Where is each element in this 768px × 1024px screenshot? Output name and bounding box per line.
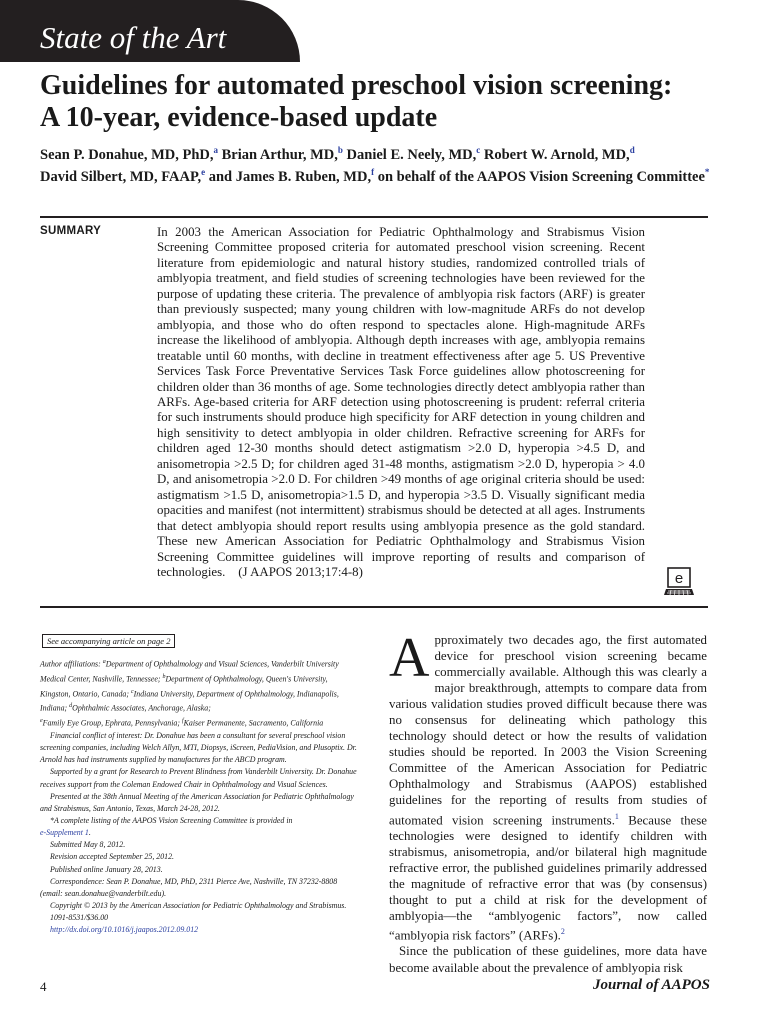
affil-sup: f	[181, 718, 184, 725]
issn: 1091-8531/$36.00	[50, 913, 109, 923]
affil-sup: a	[102, 659, 106, 665]
affiliation-link[interactable]: b	[337, 145, 343, 155]
affil-sup: c	[130, 688, 134, 695]
affil-text: Kaiser Permanente, Sacramento, California	[183, 718, 324, 728]
author-name: Sean P. Donahue, MD, PhD,	[40, 146, 214, 163]
body-text: pproximately two decades ago, the first automated device for preschool vision screening became commercially available. Although this was clearly a major breakthrough, attempts to compare data from various validation studies proved difficult because there was no consensus for delineating which pathology this technology should detect or how the results of validation studies should be reported. In 2003 the Vision Screening Committee of the American Association for Pediatric Ophthalmology and Strabismus (AAPOS) established guidelines for the reporting of results from studies of automated vision screening instruments.	[389, 633, 707, 827]
e-supplement-link[interactable]: e-Supplement 1	[40, 828, 89, 838]
body-paragraph: Since the publication of these guidelines, more data have become available about the prevalence of amblyopia risk	[389, 944, 707, 975]
title-line-2: A 10-year, evidence-based update	[40, 102, 438, 133]
presentation-note: Presented at the 38th Annual Meeting of the American Association for Pediatric Ophthalmology and Strabismus, San Antonio, Texas, March 24-28, 2012.	[40, 791, 354, 813]
author-list	[40, 142, 730, 187]
e-supplement-icon[interactable]	[663, 566, 695, 598]
submitted-date: Submitted May 8, 2012.	[50, 840, 126, 850]
published-date: Published online January 28, 2013.	[50, 864, 163, 874]
listing-text: *A complete listing of the AAPOS Vision Screening Committee is provided in	[50, 816, 293, 825]
summary-body: In 2003 the American Association for Pediatric Ophthalmology and Strabismus Vision Screening Committee proposed criteria for automated preschool vision screening. Recent literature from epidemiologic and natural history studies, randomized controlled trials of amblyopia treatment, and field studies of screening technologies have been reviewed for the purpose of updating these criteria. The prevalence of amblyopia risk factors (ARF) is greater than previously suspected; many young children with low-magnitude ARFs do not develop amblyopia, and those who do often respond to spectacles alone. High-magnitude ARFs increase the likelihood of amblyopia. Although depth increases with age, amblyopia remains treatable until 60 months, with decline in treatment effectiveness after age 5. US Preventive Services Task Force Preventative Services Task Force guidelines allow photoscreening for children older than 36 months of age. Some technologies directly detect amblyopia rather than ARFs. Age-based criteria for ARF detection using photoscreening is prudent: referral criteria for such instruments should produce high specificity for ARF detection in young children and high sensitivity to detect amblyopia in older children. Refractive screening for ARFs for children aged 12-30 months should detect astigmatism >2.0 D, hyperopia >4.5 D, and anisometropia >2.5 D; for children aged 31-48 months, astigmatism >2.0 D, hyperopia > 4.0 D, and anisometropia >2.0 D. For children >49 months of age original criteria should be used: astigmatism >1.5 D, anisometropia>1.5 D, and hyperopia >3.5 D. Visually significant media opacities and manifest (not intermittent) strabismus should be detected at all ages. Instruments that detect amblyopia should report results using amblyopia presence as the gold standard. These new American Association for Pediatric Ophthalmology and Strabismus Vision Screening Committee guidelines will improve reporting of results and comparison of technologies.	[157, 225, 645, 579]
affil-text: Department of Ophthalmology, Queen's University, Kingston, Ontario, Canada;	[40, 674, 328, 699]
svg-text:e: e	[674, 570, 684, 587]
affiliation-link[interactable]: a	[213, 145, 218, 155]
affil-text: Department of Ophthalmology and Visual Sciences, Vanderbilt University Medical Center, Nashville, Tennessee;	[40, 659, 339, 684]
affiliation-link[interactable]: *	[704, 167, 710, 178]
reference-link[interactable]: 2	[560, 927, 565, 937]
title-line-1: Guidelines for automated preschool vision screening:	[40, 70, 673, 101]
author-name: David Silbert, MD, FAAP,	[40, 169, 202, 186]
author-name: Brian Arthur, MD,	[218, 146, 338, 163]
author-affiliations	[40, 656, 358, 730]
affiliation-link[interactable]: d	[629, 145, 635, 155]
correspondence-email-link[interactable]: sean.donahue@vanderbilt.edu	[64, 888, 162, 898]
listing-suffix: .	[88, 828, 91, 838]
page-number: 4	[40, 979, 47, 994]
see-accompanying-article-link[interactable]: See accompanying article on page 2	[42, 634, 175, 648]
affiliations-label: Author affiliations:	[40, 659, 103, 669]
affiliation-link[interactable]: f	[371, 167, 375, 178]
article-body	[389, 627, 707, 976]
affil-text: Ophthalmic Associates, Anchorage, Alaska;	[72, 703, 211, 713]
author-name: Robert W. Arnold, MD,	[480, 146, 630, 163]
divider	[40, 606, 708, 608]
conflict-of-interest: Financial conflict of interest: Dr. Donahue has been a consultant for several preschool vision screening companies, including Welch Allyn, MTI, Diopsys, iScreen, PediaVision, and Plusoptix. Dr. Arnold has had instruments supplied by manufactures for the ABCD program.	[40, 730, 357, 765]
copyright: Copyright © 2013 by the American Association for Pediatric Ophthalmology and Strabismus.	[50, 901, 347, 911]
drop-cap: A	[389, 627, 430, 689]
body-paragraph	[389, 627, 707, 943]
journal-name: Journal of AAPOS	[593, 977, 710, 993]
summary-text	[157, 225, 645, 580]
author-name: Daniel E. Neely, MD,	[342, 146, 477, 163]
committee-listing-note	[40, 815, 358, 839]
revision-date: Revision accepted September 25, 2012.	[50, 852, 175, 862]
affiliation-link[interactable]: c	[476, 145, 481, 155]
affil-sup: b	[162, 673, 166, 680]
article-title	[40, 70, 720, 134]
summary-heading: SUMMARY	[40, 225, 102, 237]
author-name: and James B. Ruben, MD,	[205, 169, 372, 186]
correspondence-text: Correspondence: Sean P. Donahue, MD, PhD, 2311 Pierce Ave, Nashville, TN 37232-8808 (email:	[40, 876, 338, 898]
divider	[40, 216, 708, 218]
section-label: State of the Art	[40, 20, 227, 55]
affil-text: Indiana University, Department of Ophthalmology, Indianapolis, Indiana;	[40, 689, 339, 713]
affil-sup: e	[40, 718, 43, 725]
affiliation-link[interactable]: e	[201, 167, 206, 178]
affil-text: Family Eye Group, Ephrata, Pennsylvania;	[42, 718, 182, 728]
author-group: on behalf of the AAPOS Vision Screening Committee	[374, 169, 705, 186]
doi-link[interactable]: http://dx.doi.org/10.1016/j.jaapos.2012.09.012	[50, 925, 199, 935]
section-banner	[0, 0, 300, 62]
funding-note: Supported by a grant for Research to Prevent Blindness from Vanderbilt University. Dr. Donahue receives support from the Coleman Endowed Chair in Ophthalmology and Visual Sciences.	[40, 767, 357, 789]
correspondence	[40, 876, 358, 900]
citation: (J AAPOS 2013;17:4-8)	[238, 564, 363, 579]
front-matter-notes	[40, 656, 358, 937]
body-text: Because these technologies were designed to identify children with strabismus, anisometropia, and/or bilateral high magnitude refractive error, the published guidelines primarily addressed the magnitude of refractive error that was (by consensus) thought to put a child at risk for the development of amblyopia—the “amblyogenic factors”, now called “amblyopia risk factors” (ARFs).	[389, 812, 707, 943]
reference-link[interactable]: 1	[614, 811, 619, 821]
correspondence-suffix: ).	[161, 888, 167, 898]
affil-sup: d	[69, 703, 73, 710]
